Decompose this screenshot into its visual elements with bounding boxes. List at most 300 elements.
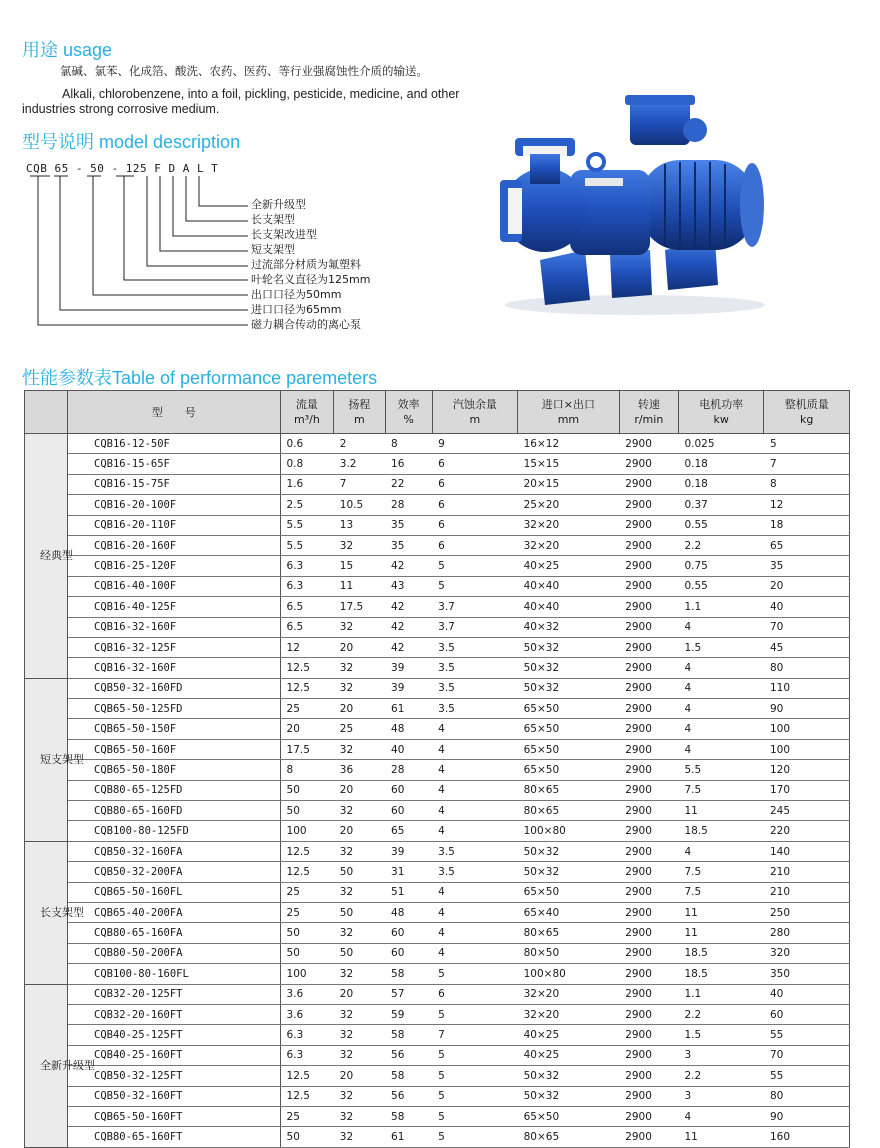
usage-heading: 用途 usage [22,40,113,60]
cell-npsh: 4 [432,943,517,963]
cell-efficiency: 16 [385,454,432,474]
group-label-text: 长支架型 [40,905,84,919]
cell-head: 25 [334,719,385,739]
cell-weight: 140 [764,841,850,861]
cell-model: CQB16-32-160F [68,617,281,637]
cell-weight: 18 [764,515,850,535]
cell-flow: 5.5 [280,535,334,555]
cell-npsh: 5 [432,1106,517,1126]
cell-power: 1.1 [678,597,763,617]
cell-head: 36 [334,760,385,780]
header-efficiency-label: 效率 [397,398,420,411]
cell-inlet-outlet: 40×25 [518,1045,620,1065]
header-speed-unit: r/min [634,413,664,426]
model-heading: 型号说明 model description [22,132,241,152]
cell-speed: 2900 [619,678,678,698]
header-weight-unit: kg [800,413,814,426]
cell-model: CQB50-32-125FT [68,1066,281,1086]
header-inlet-outlet-label: 进口×出口 [541,398,596,411]
cell-model: CQB80-65-160FD [68,801,281,821]
cell-npsh: 5 [432,556,517,576]
cell-speed: 2900 [619,474,678,494]
cell-efficiency: 65 [385,821,432,841]
cell-npsh: 3.5 [432,862,517,882]
table-row [25,597,850,617]
cell-efficiency: 58 [385,964,432,984]
cell-head: 20 [334,699,385,719]
cell-power: 4 [678,739,763,759]
model-desc-l: 长支架型 [251,213,295,226]
cell-npsh: 5 [432,964,517,984]
cell-speed: 2900 [619,515,678,535]
table-row [25,1066,850,1086]
header-inlet-outlet [518,391,620,434]
cell-flow: 12.5 [280,658,334,678]
cell-head: 3.2 [334,454,385,474]
table-row [25,556,850,576]
cell-inlet-outlet: 65×50 [518,882,620,902]
cell-weight: 20 [764,576,850,596]
cell-model: CQB65-40-200FA [68,902,281,922]
cell-efficiency: 51 [385,882,432,902]
header-motor-power-label: 电机功率 [699,398,744,411]
cell-weight: 80 [764,658,850,678]
cell-power: 11 [678,801,763,821]
cell-speed: 2900 [619,923,678,943]
usage-text-en: Alkali, chlorobenzene, into a foil, pickling, pesticide, medicine, and other industries strong corrosive medium. [22,87,460,116]
cell-weight: 110 [764,678,850,698]
cell-model: CQB16-12-50F [68,434,281,454]
cell-flow: 25 [280,882,334,902]
cell-weight: 12 [764,495,850,515]
cell-power: 3 [678,1086,763,1106]
group-label-text: 短支架型 [40,752,84,766]
cell-head: 32 [334,1106,385,1126]
table-row [25,678,850,698]
cell-head: 2 [334,434,385,454]
cell-speed: 2900 [619,1106,678,1126]
cell-model: CQB16-15-65F [68,454,281,474]
cell-flow: 50 [280,780,334,800]
cell-flow: 6.3 [280,1025,334,1045]
cell-flow: 5.5 [280,515,334,535]
cell-npsh: 6 [432,454,517,474]
cell-efficiency: 42 [385,597,432,617]
table-row [25,719,850,739]
cell-inlet-outlet: 50×32 [518,637,620,657]
cell-power: 11 [678,902,763,922]
table-row [25,1127,850,1147]
cell-speed: 2900 [619,556,678,576]
cell-flow: 6.3 [280,576,334,596]
cell-npsh: 6 [432,515,517,535]
cell-inlet-outlet: 32×20 [518,1004,620,1024]
cell-weight: 100 [764,739,850,759]
cell-head: 20 [334,780,385,800]
cell-inlet-outlet: 15×15 [518,454,620,474]
cell-head: 13 [334,515,385,535]
table-row [25,1086,850,1106]
header-head-label: 扬程 [348,398,371,411]
cell-flow: 1.6 [280,474,334,494]
cell-inlet-outlet: 20×15 [518,474,620,494]
cell-weight: 250 [764,902,850,922]
cell-npsh: 3.5 [432,699,517,719]
cell-flow: 6.3 [280,1045,334,1065]
table-row [25,535,850,555]
table-row [25,780,850,800]
cell-power: 4 [678,841,763,861]
cell-head: 15 [334,556,385,576]
cell-model: CQB40-25-125FT [68,1025,281,1045]
table-row [25,984,850,1004]
cell-speed: 2900 [619,943,678,963]
header-flow-unit: m³/h [294,413,320,426]
cell-inlet-outlet: 80×65 [518,1127,620,1147]
cell-model: CQB50-32-200FA [68,862,281,882]
cell-weight: 160 [764,1127,850,1147]
cell-inlet-outlet: 50×32 [518,862,620,882]
cell-power: 4 [678,719,763,739]
cell-power: 7.5 [678,780,763,800]
model-code: CQB 65 - 50 - 125 F D A L T [26,162,219,175]
cell-power: 3 [678,1045,763,1065]
cell-speed: 2900 [619,719,678,739]
table-row [25,739,850,759]
cell-efficiency: 48 [385,719,432,739]
cell-npsh: 4 [432,902,517,922]
cell-npsh: 5 [432,1045,517,1065]
cell-speed: 2900 [619,841,678,861]
cell-head: 7 [334,474,385,494]
perf-heading: 性能参数表Table of performance paremeters [22,368,378,388]
cell-efficiency: 31 [385,862,432,882]
cell-efficiency: 40 [385,739,432,759]
cell-weight: 40 [764,984,850,1004]
cell-inlet-outlet: 25×20 [518,495,620,515]
cell-inlet-outlet: 65×50 [518,699,620,719]
cell-power: 0.55 [678,515,763,535]
cell-inlet-outlet: 40×25 [518,556,620,576]
table-row [25,1004,850,1024]
cell-inlet-outlet: 65×50 [518,739,620,759]
cell-speed: 2900 [619,699,678,719]
cell-power: 7.5 [678,862,763,882]
cell-inlet-outlet: 80×50 [518,943,620,963]
cell-flow: 12 [280,637,334,657]
cell-inlet-outlet: 50×32 [518,1086,620,1106]
header-npsh [432,391,517,434]
cell-model: CQB80-65-160FT [68,1127,281,1147]
table-row [25,495,850,515]
cell-flow: 3.6 [280,984,334,1004]
cell-model: CQB65-50-125FD [68,699,281,719]
cell-head: 10.5 [334,495,385,515]
cell-inlet-outlet: 50×32 [518,678,620,698]
cell-weight: 70 [764,1045,850,1065]
cell-flow: 50 [280,923,334,943]
cell-head: 32 [334,923,385,943]
cell-inlet-outlet: 32×20 [518,515,620,535]
cell-npsh: 3.5 [432,637,517,657]
cell-weight: 8 [764,474,850,494]
cell-speed: 2900 [619,454,678,474]
cell-efficiency: 59 [385,1004,432,1024]
cell-head: 32 [334,1045,385,1065]
cell-inlet-outlet: 80×65 [518,801,620,821]
header-head-unit: m [354,413,365,426]
cell-efficiency: 35 [385,535,432,555]
cell-weight: 220 [764,821,850,841]
header-motor-power-unit: kw [713,413,729,426]
cell-model: CQB50-32-160FA [68,841,281,861]
cell-npsh: 4 [432,739,517,759]
cell-weight: 280 [764,923,850,943]
cell-head: 32 [334,964,385,984]
table-row [25,699,850,719]
cell-head: 20 [334,637,385,657]
cell-model: CQB40-25-160FT [68,1045,281,1065]
cell-npsh: 5 [432,576,517,596]
group-label [25,984,95,1147]
cell-flow: 12.5 [280,1066,334,1086]
cell-inlet-outlet: 50×32 [518,658,620,678]
cell-npsh: 7 [432,1025,517,1045]
cell-head: 20 [334,984,385,1004]
cell-npsh: 4 [432,780,517,800]
cell-npsh: 3.5 [432,678,517,698]
table-row [25,821,850,841]
table-row [25,1045,850,1065]
cell-efficiency: 39 [385,678,432,698]
cell-efficiency: 58 [385,1066,432,1086]
cell-speed: 2900 [619,535,678,555]
cell-power: 2.2 [678,1004,763,1024]
cell-model: CQB65-50-160FT [68,1106,281,1126]
cell-model: CQB16-32-160F [68,658,281,678]
cell-speed: 2900 [619,1127,678,1147]
table-row [25,515,850,535]
cell-npsh: 5 [432,1086,517,1106]
cell-model: CQB65-50-150F [68,719,281,739]
table-row [25,923,850,943]
cell-inlet-outlet: 65×40 [518,902,620,922]
cell-power: 4 [678,658,763,678]
cell-speed: 2900 [619,617,678,637]
table-row [25,902,850,922]
cell-model: CQB50-32-160FT [68,1086,281,1106]
cell-model: CQB16-32-125F [68,637,281,657]
cell-speed: 2900 [619,821,678,841]
header-npsh-unit: m [469,413,481,426]
cell-weight: 350 [764,964,850,984]
cell-power: 1.5 [678,637,763,657]
cell-power: 4 [678,617,763,637]
cell-flow: 12.5 [280,678,334,698]
cell-npsh: 6 [432,474,517,494]
cell-npsh: 4 [432,719,517,739]
cell-model: CQB32-20-125FT [68,984,281,1004]
cell-efficiency: 56 [385,1086,432,1106]
cell-inlet-outlet: 40×40 [518,576,620,596]
header-speed-label: 转速 [637,398,660,411]
cell-power: 11 [678,923,763,943]
cell-speed: 2900 [619,964,678,984]
cell-speed: 2900 [619,1004,678,1024]
cell-efficiency: 28 [385,760,432,780]
cell-power: 7.5 [678,882,763,902]
table-row [25,637,850,657]
cell-efficiency: 58 [385,1025,432,1045]
table-row [25,760,850,780]
cell-weight: 70 [764,617,850,637]
cell-speed: 2900 [619,1066,678,1086]
cell-npsh: 6 [432,984,517,1004]
cell-power: 1.1 [678,984,763,1004]
cell-power: 18.5 [678,943,763,963]
cell-weight: 35 [764,556,850,576]
cell-power: 2.2 [678,1066,763,1086]
cell-efficiency: 8 [385,434,432,454]
cell-flow: 25 [280,902,334,922]
cell-weight: 55 [764,1025,850,1045]
cell-efficiency: 22 [385,474,432,494]
cell-power: 0.025 [678,434,763,454]
cell-efficiency: 42 [385,617,432,637]
cell-head: 32 [334,739,385,759]
cell-model: CQB65-50-160FL [68,882,281,902]
cell-power: 18.5 [678,964,763,984]
table-row [25,1106,850,1126]
cell-inlet-outlet: 50×32 [518,841,620,861]
header-motor-power [678,391,763,434]
model-desc-pump: 磁力耦合传动的离心泵 [251,318,361,331]
table-header-row [25,391,850,434]
cell-flow: 12.5 [280,1086,334,1106]
model-desc-t: 全新升级型 [251,198,306,211]
performance-table [24,390,850,1148]
group-label [25,841,84,984]
cell-efficiency: 57 [385,984,432,1004]
cell-npsh: 4 [432,882,517,902]
cell-speed: 2900 [619,1025,678,1045]
cell-efficiency: 60 [385,943,432,963]
cell-power: 0.18 [678,474,763,494]
cell-efficiency: 35 [385,515,432,535]
cell-head: 32 [334,841,385,861]
cell-head: 32 [334,1086,385,1106]
cell-head: 32 [334,617,385,637]
cell-inlet-outlet: 80×65 [518,780,620,800]
cell-speed: 2900 [619,1086,678,1106]
cell-weight: 90 [764,699,850,719]
model-desc-impeller: 叶轮名义直径为125mm [251,273,371,286]
header-efficiency [385,391,432,434]
cell-speed: 2900 [619,1045,678,1065]
cell-power: 5.5 [678,760,763,780]
cell-flow: 6.3 [280,556,334,576]
cell-model: CQB80-65-160FA [68,923,281,943]
cell-efficiency: 60 [385,801,432,821]
cell-weight: 65 [764,535,850,555]
usage-text-cn: 氯碱、氯苯、化成箔、酸洗、农药、医药、等行业强腐蚀性介质的输送。 [60,64,428,78]
cell-flow: 8 [280,760,334,780]
cell-efficiency: 61 [385,699,432,719]
table-row [25,801,850,821]
cell-weight: 100 [764,719,850,739]
cell-efficiency: 42 [385,637,432,657]
table-row [25,617,850,637]
cell-model: CQB50-32-160FD [68,678,281,698]
cell-inlet-outlet: 80×65 [518,923,620,943]
group-label [25,434,73,679]
cell-head: 32 [334,1004,385,1024]
cell-weight: 320 [764,943,850,963]
cell-inlet-outlet: 32×20 [518,535,620,555]
cell-model: CQB16-20-160F [68,535,281,555]
cell-flow: 3.6 [280,1004,334,1024]
cell-inlet-outlet: 50×32 [518,1066,620,1086]
cell-efficiency: 58 [385,1106,432,1126]
cell-efficiency: 39 [385,841,432,861]
header-weight-label: 整机质量 [784,398,829,411]
cell-weight: 120 [764,760,850,780]
cell-flow: 50 [280,943,334,963]
cell-speed: 2900 [619,739,678,759]
cell-model: CQB65-50-180F [68,760,281,780]
cell-model: CQB100-80-160FL [68,964,281,984]
cell-head: 20 [334,1066,385,1086]
cell-speed: 2900 [619,882,678,902]
cell-speed: 2900 [619,637,678,657]
cell-power: 1.5 [678,1025,763,1045]
cell-head: 32 [334,535,385,555]
cell-model: CQB16-20-100F [68,495,281,515]
cell-npsh: 4 [432,923,517,943]
cell-npsh: 4 [432,760,517,780]
cell-flow: 17.5 [280,739,334,759]
cell-flow: 6.5 [280,597,334,617]
cell-inlet-outlet: 16×12 [518,434,620,454]
cell-weight: 5 [764,434,850,454]
cell-efficiency: 39 [385,658,432,678]
pump-image [490,90,780,320]
table-row [25,576,850,596]
cell-power: 0.55 [678,576,763,596]
cell-speed: 2900 [619,862,678,882]
cell-power: 4 [678,1106,763,1126]
cell-flow: 25 [280,1106,334,1126]
cell-flow: 100 [280,964,334,984]
cell-inlet-outlet: 65×50 [518,760,620,780]
header-flow-label: 流量 [295,398,318,411]
cell-flow: 25 [280,699,334,719]
cell-power: 0.18 [678,454,763,474]
cell-npsh: 9 [432,434,517,454]
cell-model: CQB16-40-100F [68,576,281,596]
cell-efficiency: 60 [385,923,432,943]
cell-flow: 100 [280,821,334,841]
cell-efficiency: 42 [385,556,432,576]
cell-npsh: 3.5 [432,658,517,678]
header-flow [280,391,334,434]
cell-inlet-outlet: 40×40 [518,597,620,617]
cell-model: CQB16-15-75F [68,474,281,494]
cell-head: 50 [334,902,385,922]
cell-flow: 12.5 [280,862,334,882]
cell-power: 18.5 [678,821,763,841]
table-row [25,862,850,882]
